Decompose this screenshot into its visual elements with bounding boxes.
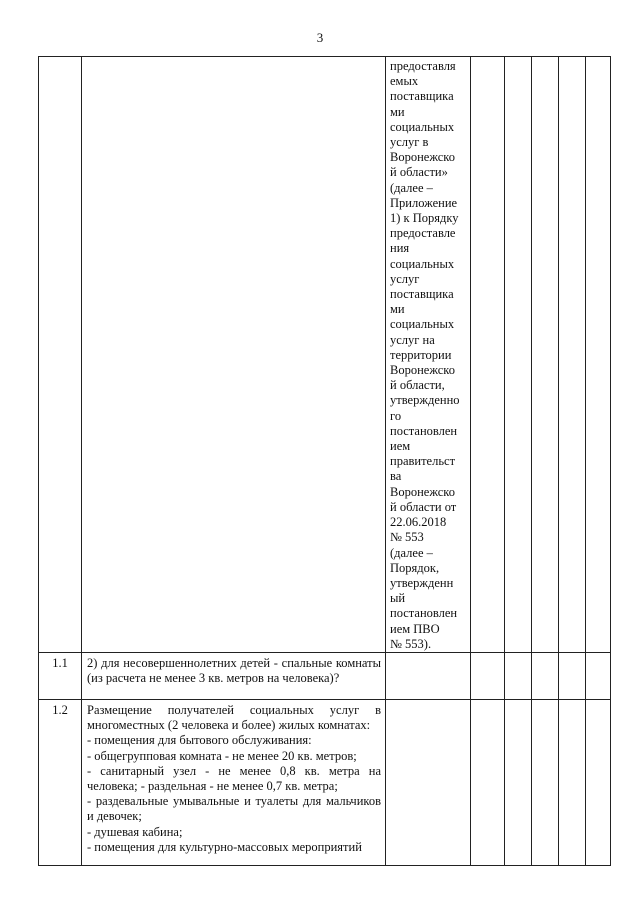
answer-cell bbox=[586, 699, 611, 865]
legal-basis-line: поставщика bbox=[390, 89, 454, 104]
answer-cell bbox=[532, 652, 559, 699]
legal-basis-line: услуг в bbox=[390, 135, 429, 150]
legal-basis-line: услуг на bbox=[390, 332, 435, 347]
legal-basis-line: утвержденно bbox=[390, 393, 460, 408]
answer-cell bbox=[471, 699, 505, 865]
page-number: 3 bbox=[316, 30, 324, 45]
answer-cell bbox=[471, 57, 505, 653]
legal-basis-cell bbox=[386, 652, 471, 699]
legal-basis-line: постановлен bbox=[390, 423, 458, 438]
answer-cell bbox=[586, 57, 611, 653]
legal-basis-line: 22.06.2018 bbox=[390, 515, 447, 530]
legal-basis-line: Воронежско bbox=[390, 484, 455, 499]
legal-basis-line: й области, bbox=[390, 378, 445, 393]
legal-basis-line: ием bbox=[390, 439, 411, 454]
legal-basis-line: (далее – bbox=[390, 180, 433, 195]
legal-basis-line: ием ПВО bbox=[390, 621, 440, 636]
legal-basis-line: го bbox=[390, 408, 402, 423]
answer-cell bbox=[505, 652, 532, 699]
question-text bbox=[82, 699, 386, 865]
answer-cell bbox=[559, 699, 586, 865]
legal-basis-line: социальных bbox=[390, 317, 455, 332]
legal-basis-line: ва bbox=[390, 469, 402, 484]
answer-cell bbox=[471, 652, 505, 699]
legal-basis-line: ми bbox=[390, 104, 405, 119]
legal-basis-line: Воронежско bbox=[390, 150, 455, 165]
answer-cell bbox=[532, 699, 559, 865]
legal-basis-line: емых bbox=[390, 74, 419, 89]
legal-basis-line: Приложение bbox=[390, 195, 458, 210]
question-line: Размещение получателей социальных услуг в многоместных (2 человека и более) жилых комнатах: bbox=[87, 702, 381, 733]
legal-basis-line: й области от bbox=[390, 499, 457, 514]
legal-basis-line: социальных bbox=[390, 119, 455, 134]
legal-basis-line: ый bbox=[390, 591, 406, 606]
question-cell bbox=[82, 57, 386, 653]
row-number: 1.1 bbox=[39, 652, 82, 699]
legal-basis-line: социальных bbox=[390, 256, 455, 271]
question-line: - душевая кабина; bbox=[87, 824, 183, 839]
legal-basis-line: ми bbox=[390, 302, 405, 317]
legal-basis-text bbox=[390, 59, 470, 652]
legal-basis-line: № 553). bbox=[390, 636, 432, 651]
question-line: - помещения для бытового обслуживания: bbox=[87, 733, 312, 748]
question-line: - раздевальные умывальные и туалеты для мальчиков и девочек; bbox=[87, 794, 381, 824]
table-row bbox=[39, 699, 611, 865]
legal-basis-line: ния bbox=[390, 241, 410, 256]
legal-basis-line: постановлен bbox=[390, 606, 458, 621]
legal-basis-line: й области» bbox=[390, 165, 448, 180]
legal-basis-line: (далее – bbox=[390, 545, 433, 560]
answer-cell bbox=[586, 652, 611, 699]
legal-basis-line: поставщика bbox=[390, 287, 454, 302]
legal-basis-line: предоставле bbox=[390, 226, 456, 241]
legal-basis-line: услуг bbox=[390, 271, 420, 286]
legal-basis-line: Воронежско bbox=[390, 363, 455, 378]
answer-cell bbox=[559, 652, 586, 699]
num-cell bbox=[39, 57, 82, 653]
legal-basis-line: № 553 bbox=[390, 530, 424, 545]
legal-basis-cell bbox=[386, 699, 471, 865]
answer-cell bbox=[505, 57, 532, 653]
legal-basis-line: Порядок, bbox=[390, 560, 440, 575]
question-line: - санитарный узел - не менее 0,8 кв. метра на человека; - раздельная - не менее 0,7 кв. метра; bbox=[87, 763, 381, 793]
checklist-table bbox=[38, 56, 611, 866]
legal-basis-line: предоставля bbox=[390, 59, 456, 73]
question-line: - общегрупповая комната - не менее 20 кв. метров; bbox=[87, 748, 357, 763]
table-row bbox=[39, 652, 611, 699]
table-row-continuation bbox=[39, 57, 611, 653]
legal-basis-line: территории bbox=[390, 347, 452, 362]
legal-basis-line: правительст bbox=[390, 454, 456, 469]
legal-basis-cell bbox=[386, 57, 471, 653]
legal-basis-line: 1) к Порядку bbox=[390, 211, 459, 226]
question-text: 2) для несовершеннолетних детей - спальные комнаты (из расчета не менее 3 кв. метров на человека)? bbox=[82, 652, 386, 699]
legal-basis-line: утвержденн bbox=[390, 575, 454, 590]
answer-cell bbox=[505, 699, 532, 865]
answer-cell bbox=[559, 57, 586, 653]
question-line: - помещения для культурно-массовых мероприятий bbox=[87, 839, 362, 854]
answer-cell bbox=[532, 57, 559, 653]
row-number: 1.2 bbox=[39, 699, 82, 865]
